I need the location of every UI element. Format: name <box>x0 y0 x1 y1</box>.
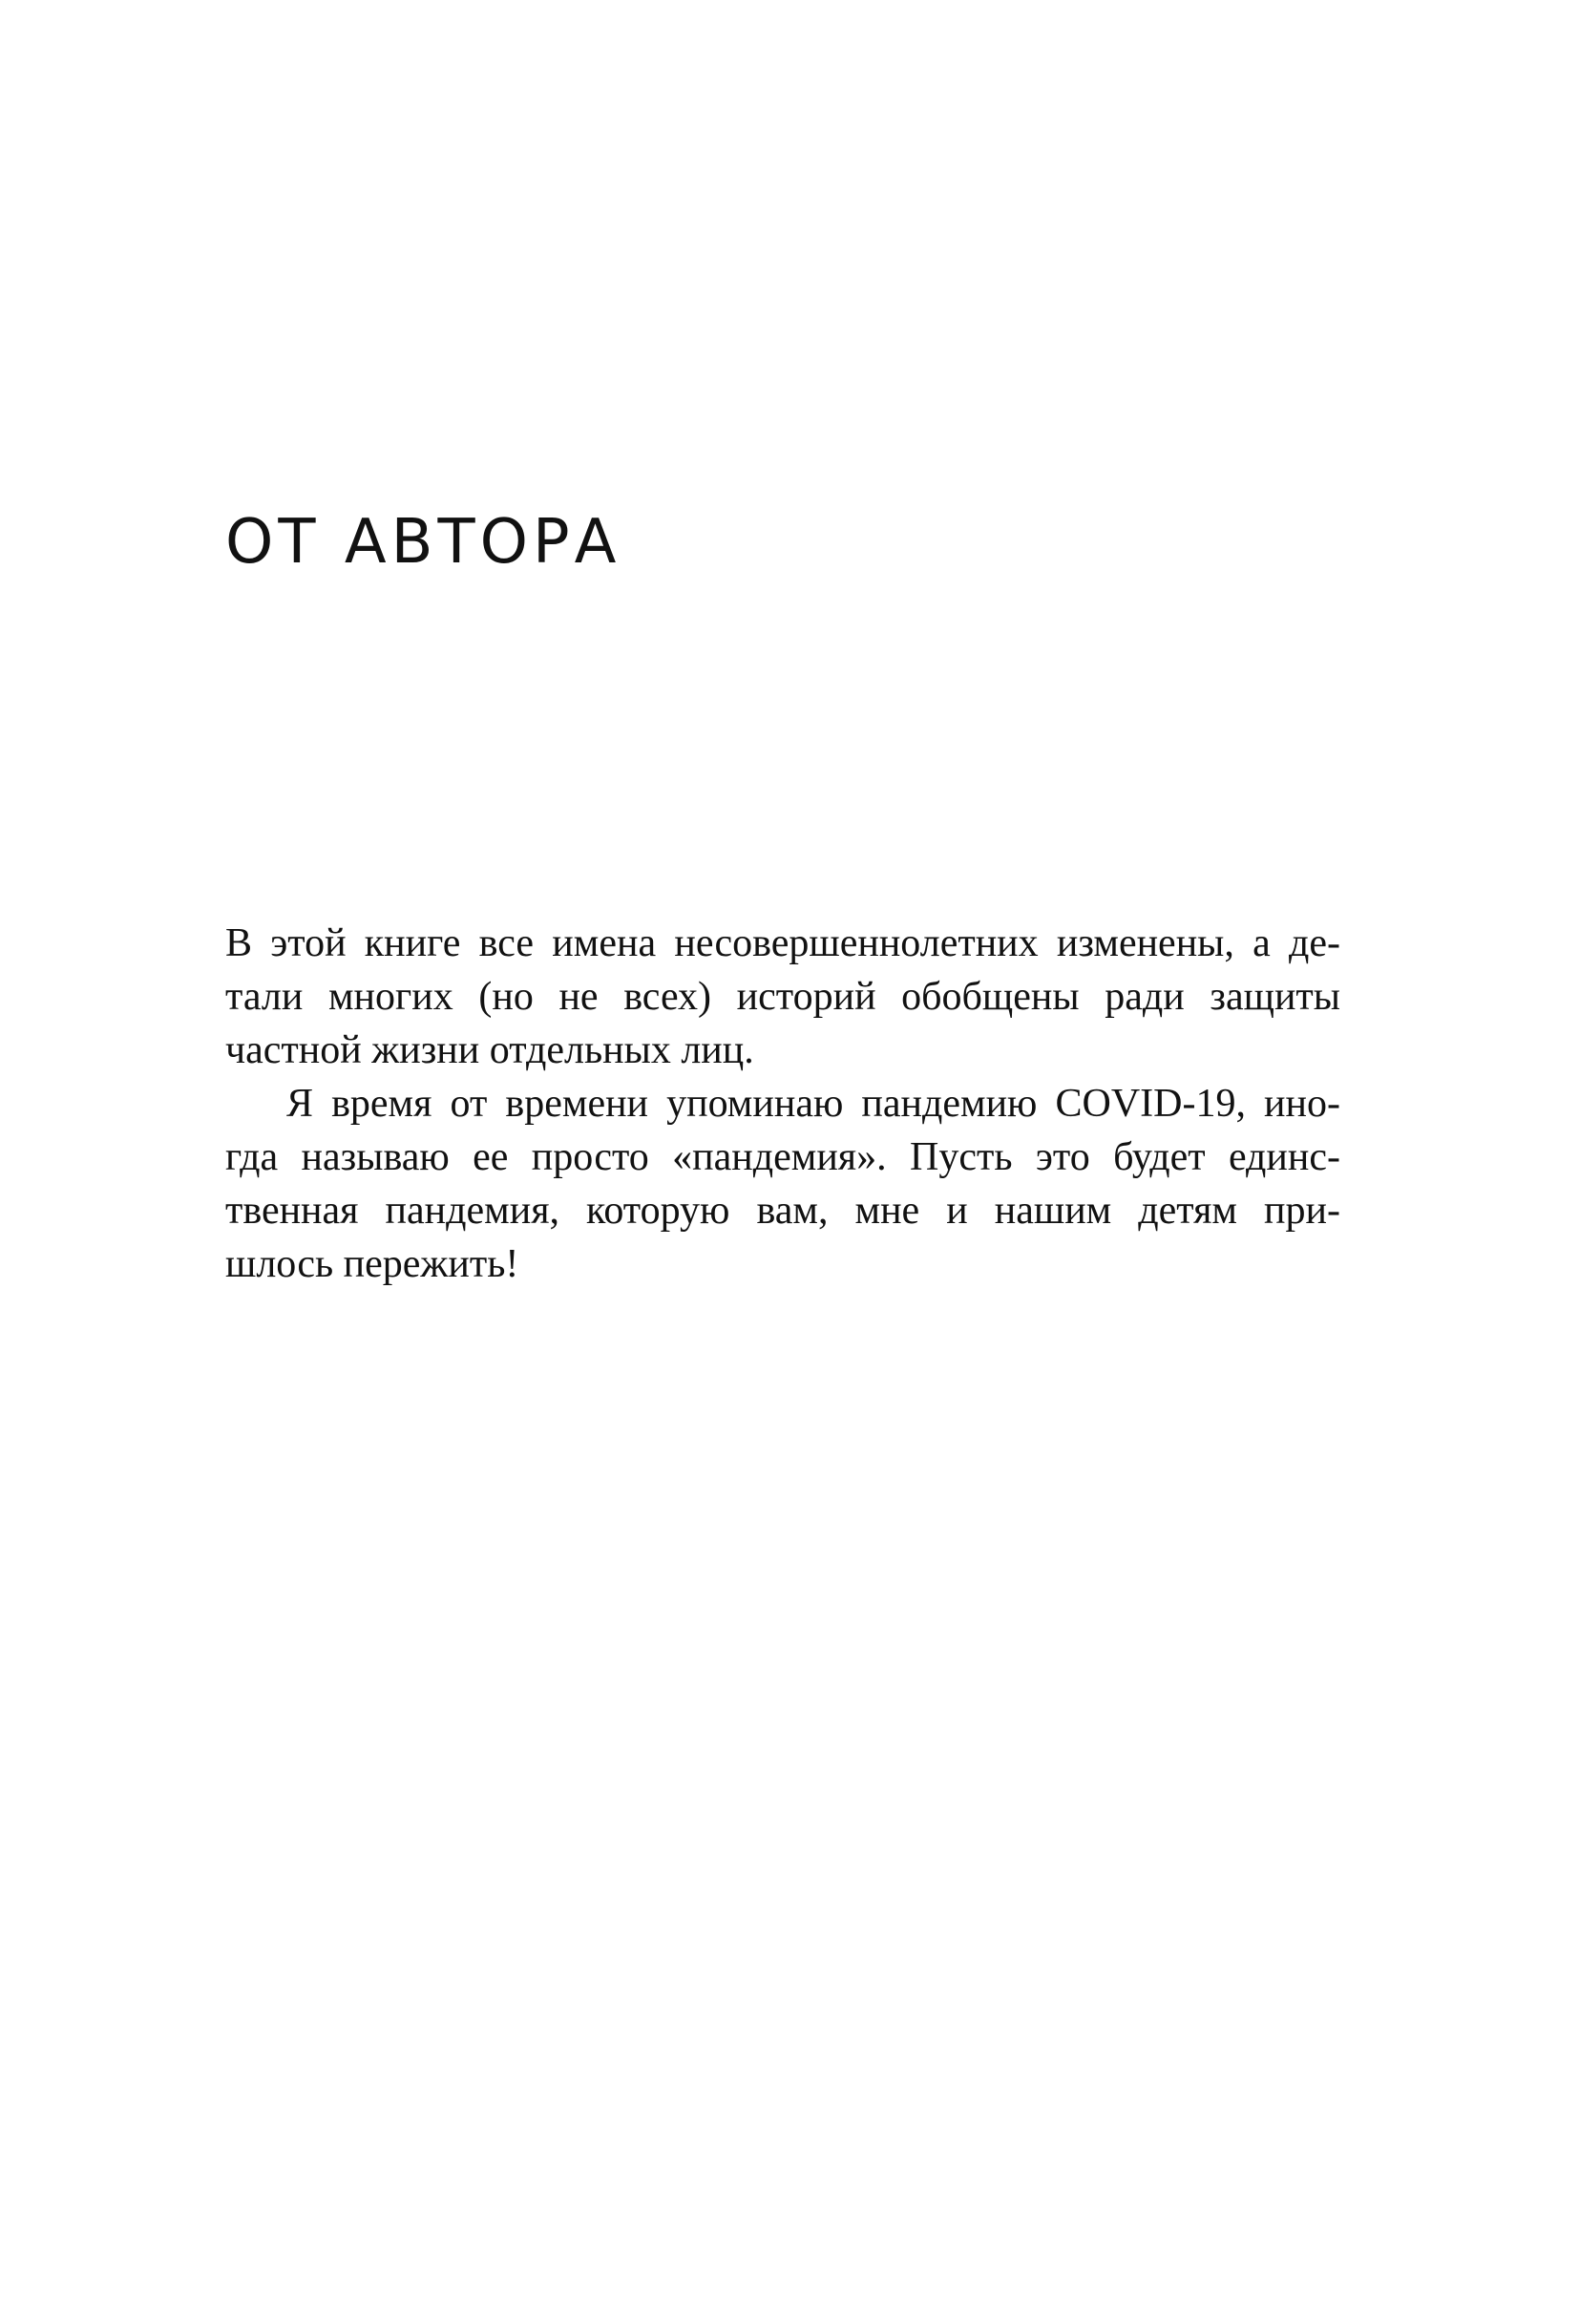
paragraph-1 <box>225 917 1340 1077</box>
text-line: тали многих (но не всех) историй обобщены ради защиты <box>225 975 1340 1019</box>
body-text <box>225 917 1340 1291</box>
text-line: твенная пандемия, которую вам, мне и нашим детям при- <box>225 1189 1340 1233</box>
paragraph-2 <box>225 1077 1340 1291</box>
chapter-title: ОТ АВТОРА <box>225 507 621 578</box>
text-line: частной жизни отдельных лиц. <box>225 1028 754 1072</box>
text-line: шлось пережить! <box>225 1242 519 1286</box>
text-line: В этой книге все имена несовершеннолетних изменены, а де- <box>225 921 1340 965</box>
text-line: Я время от времени упоминаю пандемию COVID-19, ино- <box>286 1082 1340 1126</box>
text-line: гда называю ее просто «пандемия». Пусть это будет единс- <box>225 1135 1340 1179</box>
